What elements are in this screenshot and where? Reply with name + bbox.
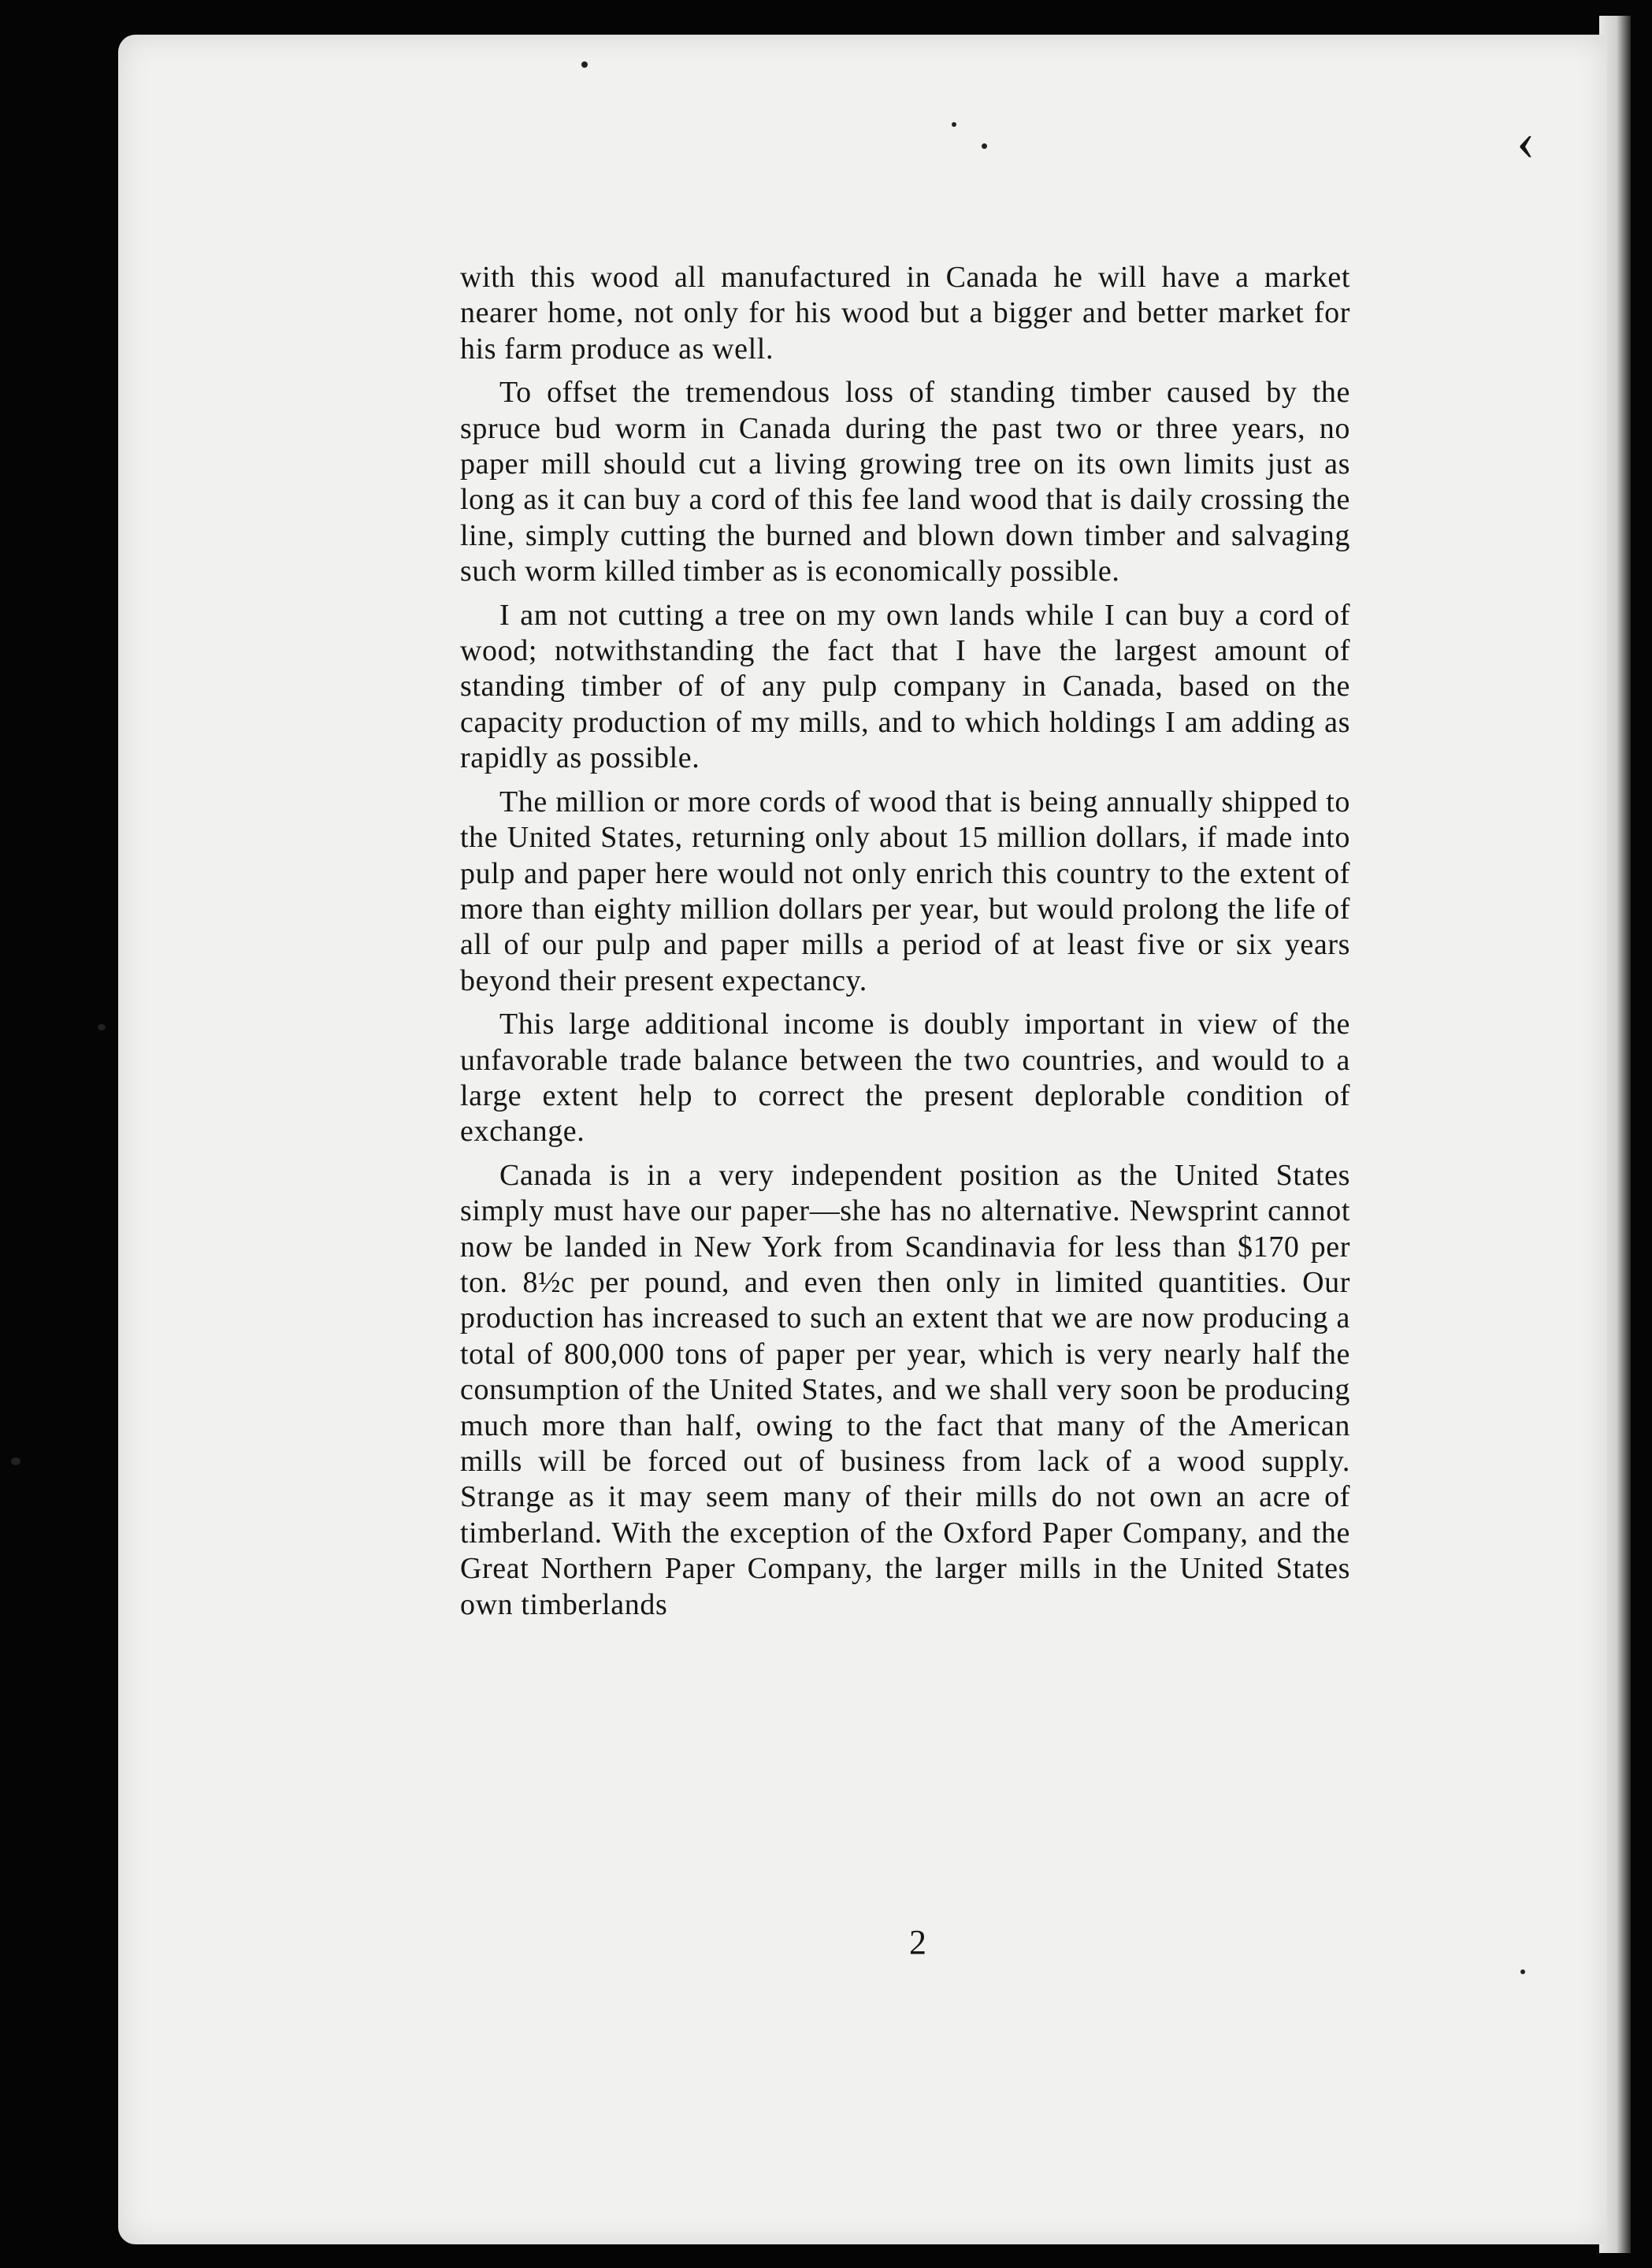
scan-speck bbox=[1520, 1969, 1525, 1974]
body-text bbox=[460, 260, 1350, 1631]
paragraph: To offset the tremendous loss of standing timber caused by the spruce bud worm in Canada during the past two or three years, no paper mill should cut a living growing tree on its own limits just as long as it can buy a cord of this fee land wood that is daily crossing the line, simply cutting the burned and blown down timber and salvaging such worm killed timber as is economically possible. bbox=[460, 376, 1350, 588]
scan-speck bbox=[952, 122, 956, 127]
paragraph: The million or more cords of wood that is being annually shipped to the United States, returning only about 15 million dollars, if made into pulp and paper here would not only enrich this country to the extent of more than eighty million dollars per year, but would prolong the life of all of our pulp and paper mills a period of at least five or six years beyond their present expectancy. bbox=[460, 785, 1350, 997]
paragraph: with this wood all manufactured in Canada he will have a market nearer home, not only for his wood but a bigger and better market for his farm produce as well. bbox=[460, 261, 1350, 366]
scan-mark: ‹ bbox=[1516, 111, 1535, 172]
paragraph: I am not cutting a tree on my own lands while I can buy a cord of wood; notwithstanding the fact that I have the largest amount of standing timber of of any pulp company in Canada, based on the capacity production of my mills, and to which holdings I am adding as rapidly as possible. bbox=[460, 598, 1350, 775]
scan-speck bbox=[11, 1457, 20, 1465]
scan-speck bbox=[581, 61, 588, 68]
scan-speck bbox=[98, 1024, 106, 1030]
paragraph: This large additional income is doubly important in view of the unfavorable trade balance between the two countries, and would to a large extent help to correct the present deplorable condition of exchange. bbox=[460, 1008, 1350, 1149]
scan-speck bbox=[982, 143, 987, 149]
page-number: 2 bbox=[909, 1923, 926, 1962]
paragraph: Canada is in a very independent position as the United States simply must have our paper—she has no alternative. Newsprint cannot now be landed in New York from Scandinavia for less than $170 per ton. 8½c per pound, and even then only in limited quantities. Our production has increased to such an extent that we are now producing a total of 800,000 tons of paper per year, which is very nearly half the consumption of the United States, and we shall very soon be producing much more than half, owing to the fact that many of the American mills will be forced out of business from lack of a wood supply. Strange as it may seem many of their mills do not own an acre of timberland. With the exception of the Oxford Paper Company, and the Great Northern Paper Company, the larger mills in the United States own timberlands bbox=[460, 1158, 1350, 1621]
